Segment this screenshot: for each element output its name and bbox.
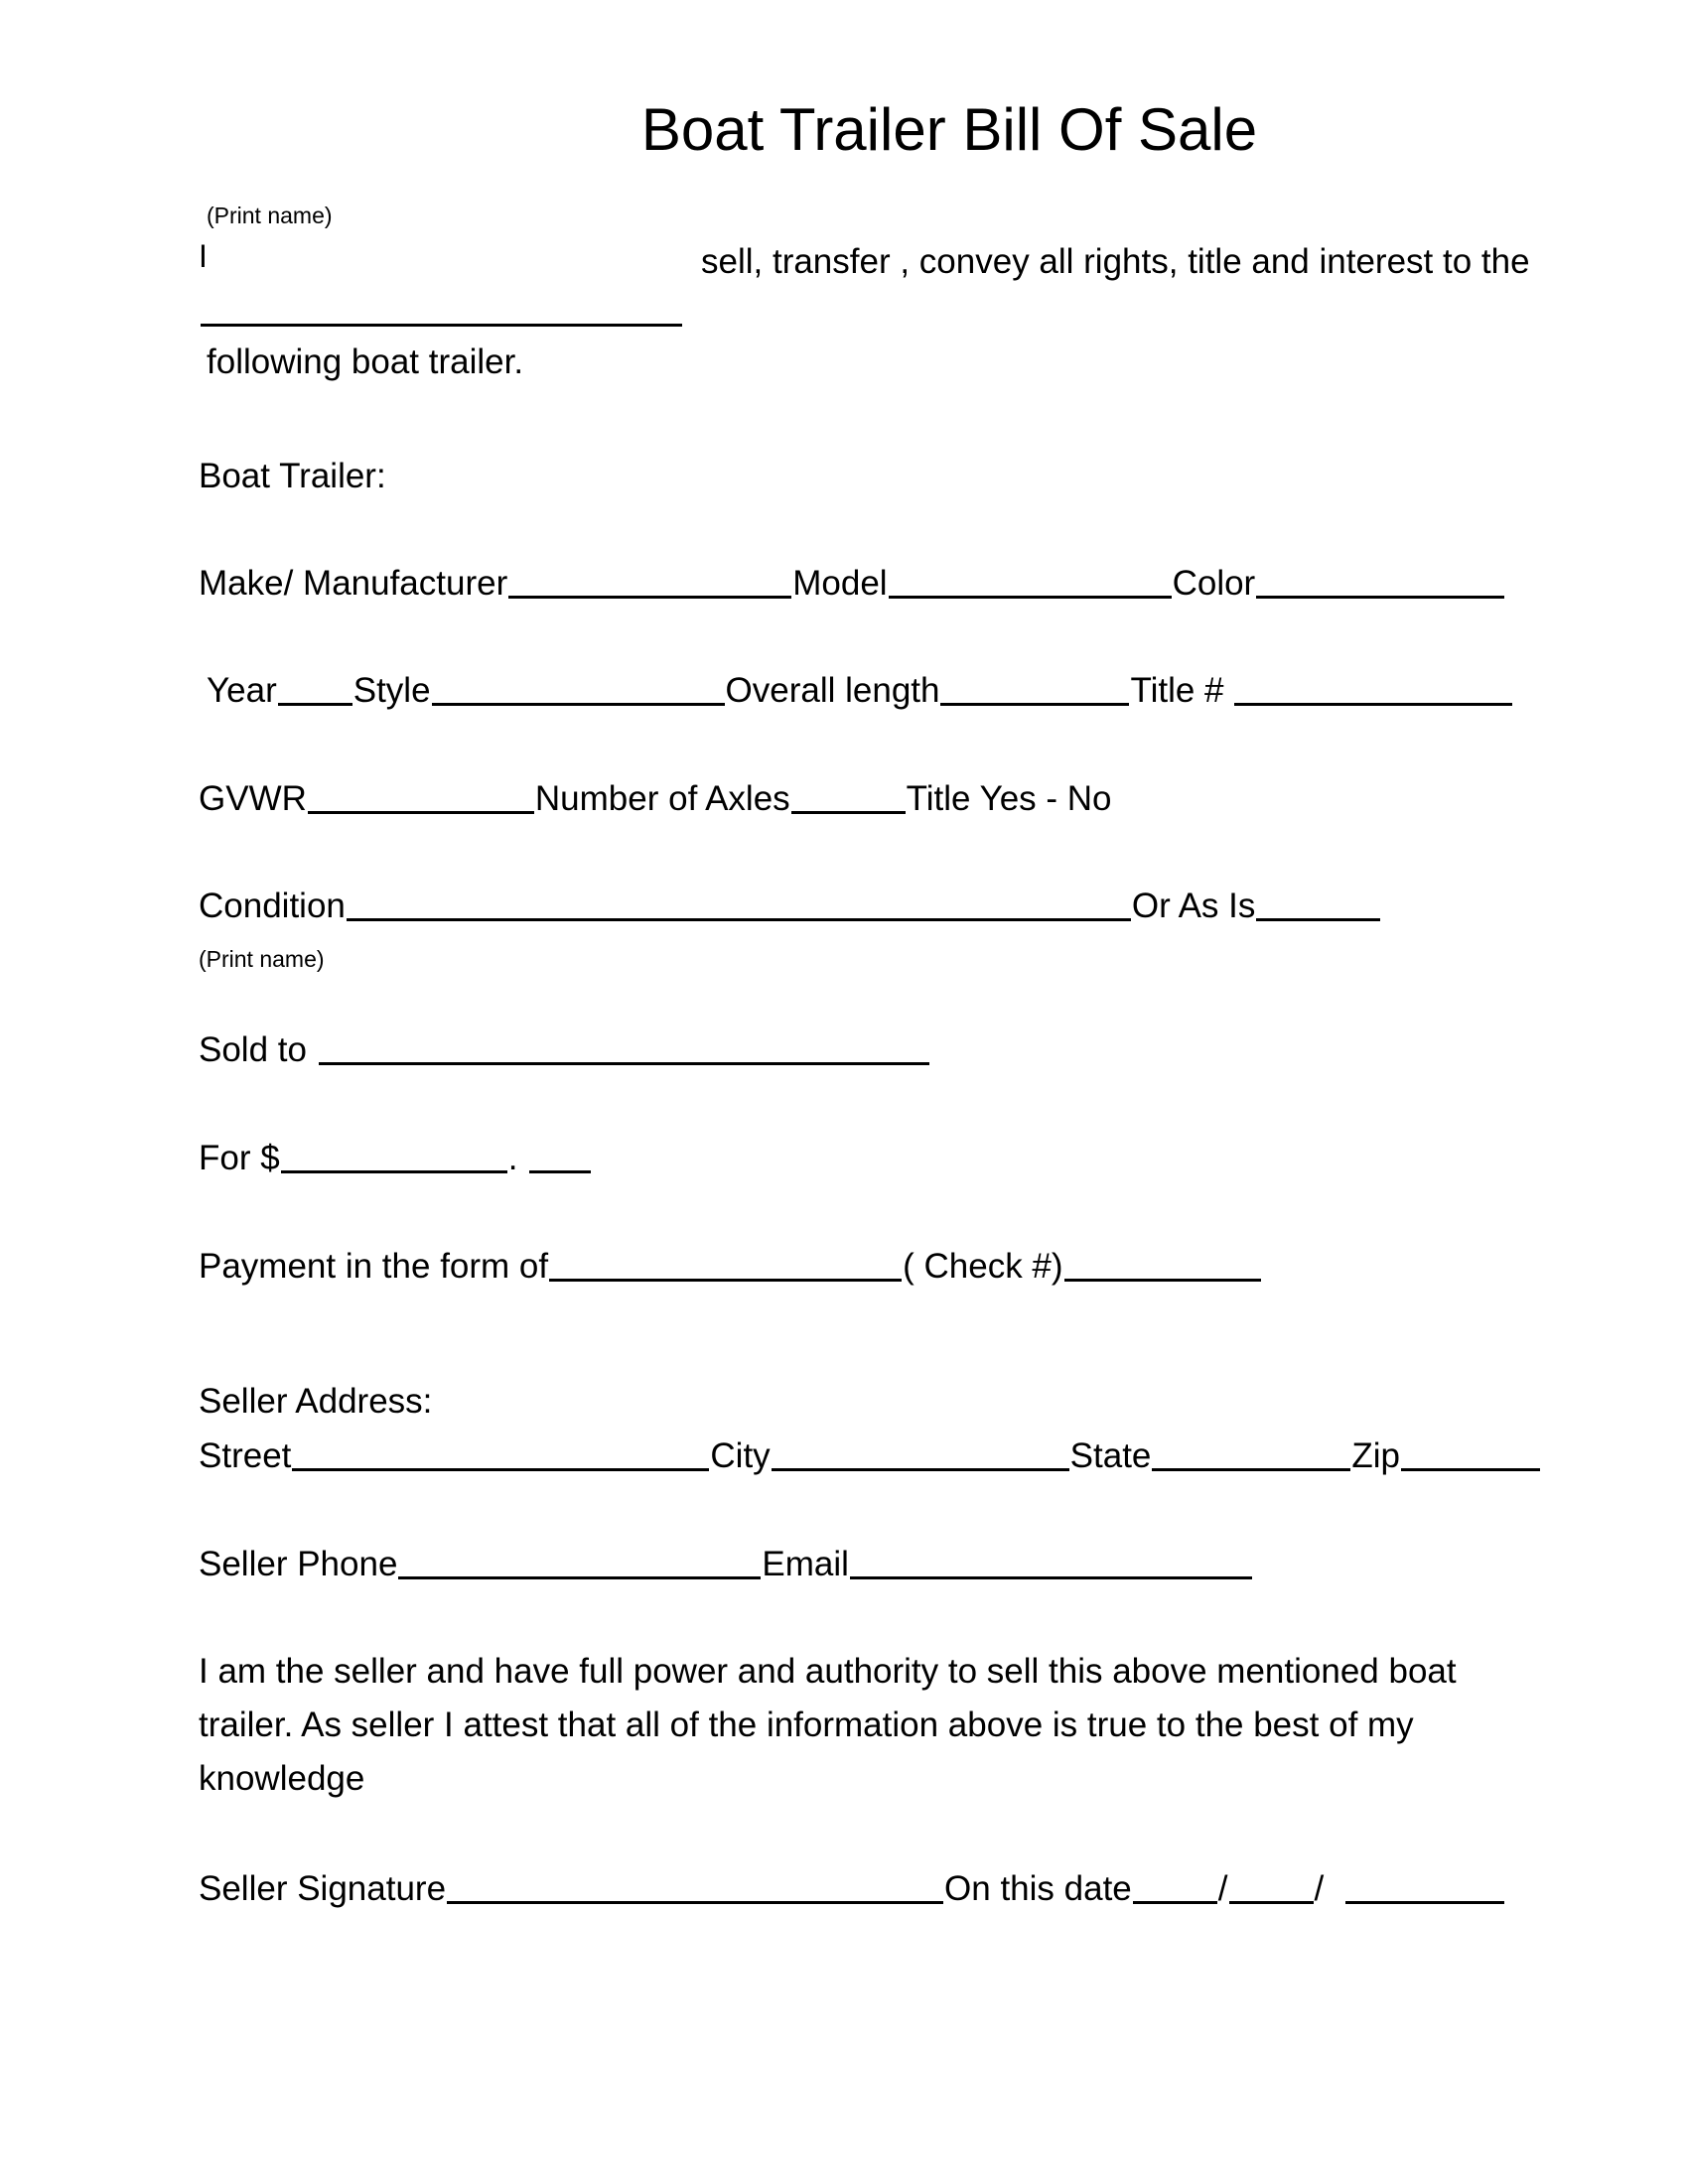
city-label: City bbox=[710, 1436, 771, 1475]
date-label: On this date bbox=[944, 1869, 1132, 1908]
overall-length-label: Overall length bbox=[725, 671, 940, 710]
condition-blank[interactable] bbox=[347, 917, 1131, 921]
color-label: Color bbox=[1172, 564, 1256, 603]
make-label: Make/ Manufacturer bbox=[199, 564, 508, 603]
contact-row bbox=[199, 1545, 1253, 1584]
gvwr-row bbox=[199, 779, 1112, 819]
boat-trailer-heading: Boat Trailer: bbox=[199, 457, 386, 495]
title-number-label: Title # bbox=[1130, 671, 1224, 710]
seller-signature-blank[interactable] bbox=[447, 1900, 943, 1904]
style-label: Style bbox=[352, 671, 431, 710]
state-blank[interactable] bbox=[1152, 1467, 1350, 1471]
intro-i: I bbox=[199, 238, 208, 274]
intro-text: sell, transfer , convey all rights, title and interest to the bbox=[701, 242, 1530, 281]
as-is-label: Or As Is bbox=[1131, 887, 1256, 925]
model-blank[interactable] bbox=[889, 595, 1172, 599]
payment-form-label: Payment in the form of bbox=[199, 1247, 549, 1286]
price-dollars-blank[interactable] bbox=[281, 1169, 507, 1173]
signature-row bbox=[199, 1869, 1505, 1909]
street-blank[interactable] bbox=[292, 1467, 709, 1471]
seller-phone-label: Seller Phone bbox=[199, 1545, 398, 1583]
axles-label: Number of Axles bbox=[534, 779, 790, 818]
sold-to-blank[interactable] bbox=[319, 1061, 929, 1065]
price-row bbox=[199, 1139, 592, 1178]
color-blank[interactable] bbox=[1256, 595, 1504, 599]
axles-blank[interactable] bbox=[791, 810, 906, 814]
street-label: Street bbox=[199, 1436, 292, 1475]
zip-blank[interactable] bbox=[1401, 1467, 1540, 1471]
payment-form-blank[interactable] bbox=[549, 1278, 902, 1282]
check-number-label: ( Check #) bbox=[903, 1247, 1063, 1286]
as-is-blank[interactable] bbox=[1256, 917, 1380, 921]
sold-to-label: Sold to bbox=[199, 1030, 307, 1069]
gvwr-blank[interactable] bbox=[308, 810, 534, 814]
condition-label: Condition bbox=[199, 887, 346, 925]
payment-row bbox=[199, 1247, 1262, 1287]
seller-address-heading: Seller Address: bbox=[199, 1382, 433, 1421]
condition-row bbox=[199, 887, 1381, 926]
seller-name-blank[interactable] bbox=[201, 324, 682, 327]
check-number-blank[interactable] bbox=[1064, 1278, 1261, 1282]
year-blank[interactable] bbox=[278, 702, 352, 706]
price-decimal: . bbox=[507, 1139, 518, 1177]
address-row bbox=[199, 1436, 1541, 1476]
price-cents-blank[interactable] bbox=[529, 1169, 591, 1173]
intro-text-continued: following boat trailer. bbox=[207, 342, 524, 381]
date-year-blank[interactable] bbox=[1345, 1900, 1504, 1904]
seller-phone-blank[interactable] bbox=[398, 1575, 761, 1579]
year-style-row bbox=[207, 671, 1513, 711]
make-blank[interactable] bbox=[508, 595, 791, 599]
make-model-color-row bbox=[199, 564, 1505, 604]
date-separator-1: / bbox=[1217, 1869, 1228, 1908]
year-label: Year bbox=[207, 671, 277, 710]
sold-to-row bbox=[199, 1030, 930, 1070]
style-blank[interactable] bbox=[432, 702, 725, 706]
date-separator-2: / bbox=[1314, 1869, 1325, 1908]
document-title: Boat Trailer Bill Of Sale bbox=[640, 96, 1258, 163]
state-label: State bbox=[1069, 1436, 1152, 1475]
attestation-paragraph: I am the seller and have full power and authority to sell this above mentioned boat trailer. As seller I attest that all of the information above is true to the best of my knowledge bbox=[199, 1652, 1457, 1798]
email-label: Email bbox=[762, 1545, 849, 1583]
print-name-label: (Print name) bbox=[207, 203, 333, 228]
price-label: For $ bbox=[199, 1139, 280, 1177]
email-blank[interactable] bbox=[850, 1575, 1252, 1579]
seller-signature-label: Seller Signature bbox=[199, 1869, 447, 1908]
date-day-blank[interactable] bbox=[1229, 1900, 1314, 1904]
zip-label: Zip bbox=[1351, 1436, 1401, 1475]
print-name-label-buyer: (Print name) bbox=[199, 946, 325, 972]
overall-length-blank[interactable] bbox=[940, 702, 1129, 706]
model-label: Model bbox=[792, 564, 888, 603]
title-number-blank[interactable] bbox=[1234, 702, 1512, 706]
city-blank[interactable] bbox=[772, 1467, 1069, 1471]
date-month-blank[interactable] bbox=[1133, 1900, 1217, 1904]
gvwr-label: GVWR bbox=[199, 779, 307, 818]
title-yes-no-label: Title Yes - No bbox=[906, 779, 1112, 818]
